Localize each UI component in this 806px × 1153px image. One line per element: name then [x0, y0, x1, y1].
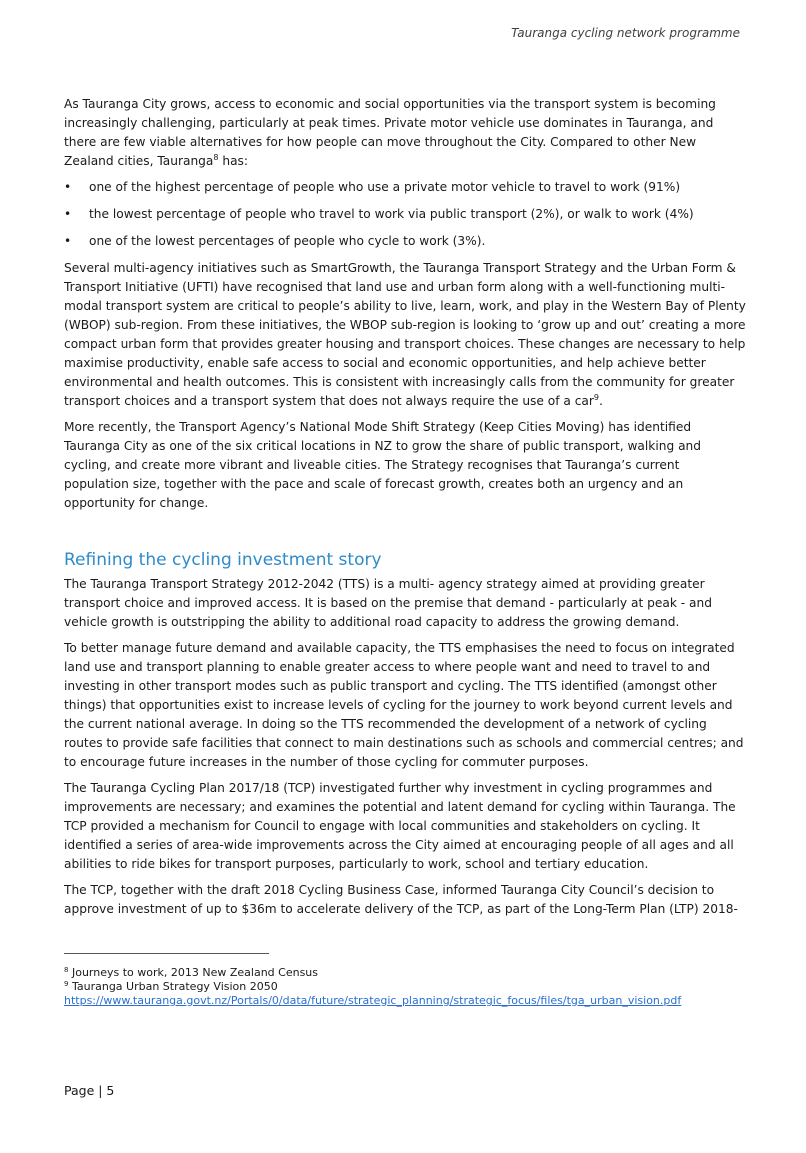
running-header: Tauranga cycling network programme: [511, 26, 740, 40]
footnote-8: $^8$ Journeys to work, 2013 New Zealand Census: [64, 966, 318, 979]
statistics-list: [64, 178, 748, 251]
section-paragraph-4: The TCP, together with the draft 2018 Cycling Business Case, informed Tauranga City Council’s decision to approve investment of up to $36m to accelerate delivery of the TCP, as part of the Long-Term Plan (LTP) 2018-: [64, 883, 738, 916]
section-paragraph-1: The Tauranga Transport Strategy 2012-2042 (TTS) is a multi- agency strategy aimed at providing greater transport choice and improved access. It is based on the premise that demand - particularly at peak - and vehicle growth is outstripping the ability to additional road capacity to address the growing demand.: [64, 577, 712, 629]
footnote-9-link-line: [64, 994, 764, 1008]
urban-vision-link[interactable]: https://www.tauranga.govt.nz/Portals/0/data/future/strategic_planning/strategic_focus/files/tga_urban_vision.pdf: [64, 994, 682, 1007]
list-item: • the lowest percentage of people who travel to work via public transport (2%), or walk to work (4%): [64, 205, 748, 224]
intro-paragraph-3: More recently, the Transport Agency’s National Mode Shift Strategy (Keep Cities Moving) has identified Tauranga City as one of the six critical locations in NZ to grow the share of public transport, walking and cycling, and create more vibrant and liveable cities. The Strategy recognises that Tauranga’s current population size, together with the pace and scale of forecast growth, creates both an urgency and an opportunity for change.: [64, 420, 701, 510]
footnote-divider: [64, 953, 269, 954]
page-number: Page | 5: [64, 1083, 115, 1098]
bullet-icon: •: [64, 207, 72, 221]
section-paragraph-2: To better manage future demand and available capacity, the TTS emphasises the need to focus on integrated land use and transport planning to enable greater access to where people want and need to travel to and investing in other transport modes such as public transport and cycling. The TTS identified (amongst other things) that opportunities exist to increase levels of cycling for the journey to work beyond current levels and the current national average. In doing so the TTS recommended the development of a network of cycling routes to provide safe facilities that connect to main destinations such as schools and commercial centres; and to encourage future increases in the number of those cycling for commuter purposes.: [64, 641, 744, 769]
footnote-9: $^9$ Tauranga Urban Strategy Vision 2050: [64, 980, 278, 993]
section-heading: Refining the cycling investment story: [64, 550, 382, 570]
list-item: • one of the lowest percentages of people who cycle to work (3%).: [64, 232, 748, 251]
intro-paragraph-2: Several multi-agency initiatives such as SmartGrowth, the Tauranga Transport Strategy and the Urban Form & Transport Initiative (UFTI) have recognised that land use and urban form along with a well-functioning multi-modal transport system are critical to people’s ability to live, learn, work, and play in the Western Bay of Plenty (WBOP) sub-region. From these initiatives, the WBOP sub-region is looking to ‘grow up and out’ creating a more compact urban form that provides greater housing and transport choices. These changes are necessary to help maximise productivity, enable safe access to social and economic opportunities, and help achieve better environmental and health outcomes. This is consistent with increasingly calls from the community for greater transport choices and a transport system that does not always require the use of a car$^9$.: [64, 261, 746, 408]
footnote-ref-8[interactable]: 8: [213, 153, 219, 162]
bullet-icon: •: [64, 180, 72, 194]
footnote-ref-9[interactable]: 9: [593, 393, 600, 402]
intro-paragraph-1: As Tauranga City grows, access to economic and social opportunities via the transport system is becoming increasingly challenging, particularly at peak times. Private motor vehicle use dominates in Tauranga, and there are few viable alternatives for how people can move throughout the City. Compared to other New Zealand cities, Tauranga$^8$ has:: [64, 97, 716, 168]
section-paragraph-3: The Tauranga Cycling Plan 2017/18 (TCP) investigated further why investment in cycling programmes and improvements are necessary; and examines the potential and latent demand for cycling within Tauranga. The TCP provided a mechanism for Council to engage with local communities and stakeholders on cycling. It identified a series of area-wide improvements across the City aimed at encouraging people of all ages and all abilities to ride bikes for transport purposes, particularly to work, school and tertiary education.: [64, 781, 736, 871]
list-item: • one of the highest percentage of people who use a private motor vehicle to travel to work (91%): [64, 178, 748, 197]
page-body: [64, 95, 748, 926]
footnotes: [64, 966, 764, 1008]
bullet-icon: •: [64, 234, 72, 248]
